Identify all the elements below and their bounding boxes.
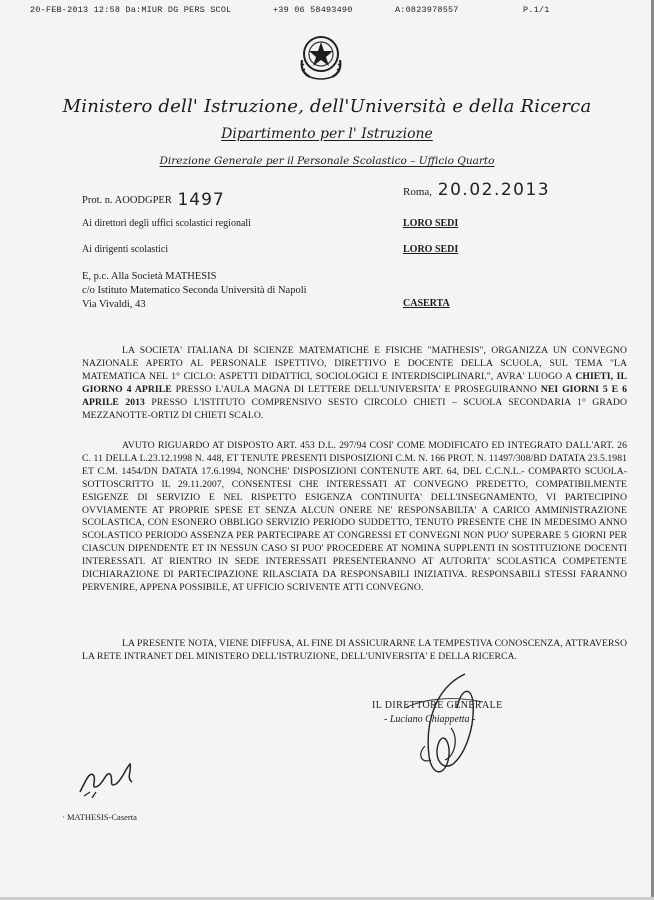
- protocol-number: 1497: [177, 190, 225, 210]
- signature-name: - Luciano Chiappetta -: [384, 714, 476, 725]
- italian-republic-emblem-icon: [296, 30, 346, 82]
- fax-date-sender: 20-FEB-2013 12:58 Da:MIUR DG PERS SCOL: [30, 5, 232, 15]
- body-text: AVUTO RIGUARDO AT DISPOSTO ART. 453 D.L. 297/94 COSI' COME MODIFICATO ED INTEGRATO DALL'ART. 26 C. 11 DELLA L.23.12.1998 N. 448, ET TENUTE PRESENTI DISPOSIZIONI C.M. N. 166 PROT. N. 11497/308/BD DATATA 23.5.1981 ET C.M. 1454/DN DATATA 17.6.1994, NONCHE' DISPOSIZIONI CONTENUTE ART. 64, DEL C.C.N.L.- COMPARTO SCUOLA- SOTTOSCRITTO IL 29.11.2007, CONSENTESI CHE INTERESSATI AT CONVEGNO PREDETTO, COMPATIBILMENTE ESIGENZE DI SERVIZIO E NEL RISPETTO ESIGENZA CONTINUITA' DELL'INSEGNAMENTO, VI PARTECIPINO OVVIAMENTE AT PROPRIE SPESE ET SENZA ALCUN ONERE NE' RESPONSABILTA' A CARICO AMMINISTRAZIONE SCOLASTICA, CON ESONERO OBBLIGO SERVIZIO PERIODO SUDDETTO, TENUTO PRESENTE CHE IN MEDESIMO ANNO SCOLASTICO PERIODO ASSENZA PER PARTECIPARE AT CONGRESSI ET CONVEGNI NON PUO' SUPERARE 5 GIORNI PER CIASCUN DIPENDENTE ET IN NESSUN CASO SI PUO' PROCEDERE AT NOMINA SUPPLENTI IN SOSTITUZIONE DOCENTI INTERESSATI. AT RIENTRO IN SEDE INTERESSATI PRESENTERANNO AT AUTORITA' SCOLASTICA COMPETENTE DICHIARAZIONE DI PARTECIPAZIONE RILASCIATA DA RESPONSABILI INIZIATIVA. RESPONSABILI STESSI FARANNO PERVENIRE, APPENA POSSIBILE, AT UFFICIO SCRIVENTE ATTI CONVEGNO.: [82, 440, 627, 593]
- date-city: Roma,: [403, 186, 433, 198]
- fax-phone: +39 06 58493490: [273, 5, 353, 15]
- ministry-name: Ministero dell' Istruzione, dell'Università e della Ricerca: [62, 96, 592, 117]
- body-paragraph: [82, 345, 627, 422]
- department-name: Dipartimento per l' Istruzione: [221, 126, 433, 142]
- event-date-bold: CHIETI, IL GIORNO 4 APRILE: [82, 370, 628, 395]
- fax-header: [30, 5, 614, 17]
- protocol-line: [82, 188, 225, 208]
- cc-line: E, p.c. Alla Società MATHESIS: [82, 271, 217, 282]
- signature-title: IL DIRETTORE GENERALE: [372, 700, 503, 711]
- footer-note: · MATHESIS-Caserta: [62, 812, 137, 822]
- date-value: 20.02.2013: [437, 180, 551, 200]
- protocol-label: Prot. n. AOODGPER: [82, 195, 172, 206]
- cc-line: Via Vivaldi, 43: [82, 299, 146, 310]
- handwritten-signature-icon: [395, 668, 487, 783]
- body-paragraph: [82, 638, 627, 664]
- recipient-destination: LORO SEDI: [403, 218, 459, 229]
- fax-recipient: A:0823978557: [395, 5, 459, 15]
- body-text: PRESSO L'ISTITUTO COMPRENSIVO SESTO CIRCOLO CHIETI – SCUOLA SECONDARIA 1° GRADO MEZZANOTTE-ORTIZ DI CHIETI SCALO.: [82, 396, 627, 421]
- body-text: LA PRESENTE NOTA, VIENE DIFFUSA, AL FINE DI ASSICURARNE LA TEMPESTIVA CONOSCENZA, ATTRAVERSO LA RETE INTRANET DEL MINISTERO DELL'ISTRUZIONE, DELL'UNIVERSITA' E DELLA RICERCA.: [82, 638, 627, 662]
- date-line: [403, 180, 550, 200]
- direction-name: Direzione Generale per il Personale Scolastico – Ufficio Quarto: [159, 155, 495, 167]
- event-dates-bold: NEI GIORNI 5 E 6 APRILE 2013: [82, 383, 627, 408]
- recipient-label: Ai direttori degli uffici scolastici regionali: [82, 218, 251, 229]
- cc-line: c/o Istituto Matematico Seconda Università di Napoli: [82, 285, 307, 296]
- body-text: PRESSO L'AULA MAGNA DI LETTERE DELL'UNIVERSITA' E PROSEGUIRANNO: [175, 383, 537, 395]
- body-text: LA SOCIETA' ITALIANA DI SCIENZE MATEMATICHE E FISICHE "MATHESIS", ORGANIZZA UN CONVEGNO NAZIONALE APERTO AL PERSONALE ISPETTIVO, DIRETTIVO E DOCENTE DELLA SCUOLA, SUL TEMA "LA MATEMATICA NEL 1° CICLO: ASPETTI DIDATTICI, SOCIOLOGICI E INTERDISCIPLINARI.", AVRA' LUOGO A: [82, 345, 627, 382]
- recipient-label: Ai dirigenti scolastici: [82, 244, 169, 255]
- body-paragraph: [82, 440, 627, 595]
- fax-page-number: P.1/1: [523, 5, 550, 15]
- cc-address: [82, 270, 307, 312]
- cc-destination: CASERTA: [403, 298, 450, 309]
- recipient-destination: LORO SEDI: [403, 244, 459, 255]
- handwritten-initials-icon: [76, 756, 136, 800]
